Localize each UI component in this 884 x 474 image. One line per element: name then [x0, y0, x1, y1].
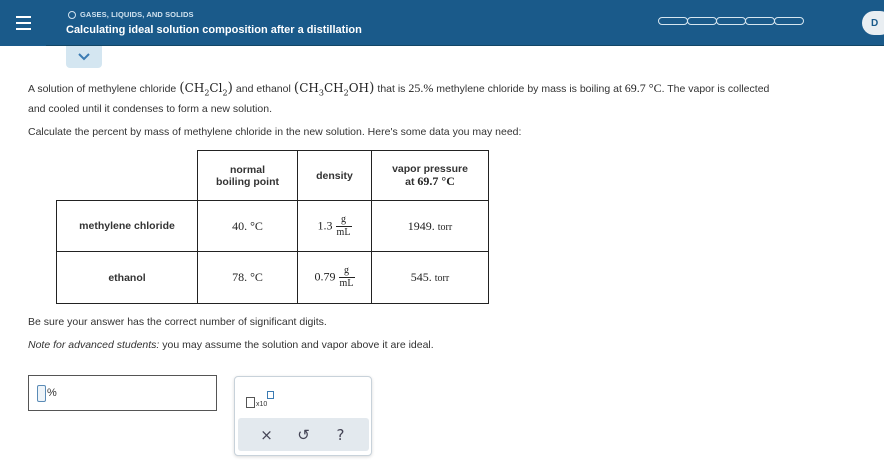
- help-icon: ?: [336, 425, 345, 444]
- progress-segment: [716, 17, 746, 25]
- avatar[interactable]: D: [862, 11, 884, 35]
- topic-label: GASES, LIQUIDS, AND SOLIDS: [68, 10, 194, 19]
- boiling-point-value: 78. °C: [198, 252, 298, 304]
- progress-segment: [745, 17, 775, 25]
- problem-question: Calculate the percent by mass of methylene chloride in the new solution. Here's some data you may need:: [28, 126, 522, 138]
- row-label: ethanol: [57, 252, 198, 304]
- vapor-pressure-value: 545. torr: [372, 252, 489, 304]
- progress-segment: [687, 17, 717, 25]
- page-title: Calculating ideal solution composition after a distillation: [66, 24, 362, 36]
- clear-button[interactable]: [256, 424, 278, 446]
- answer-field[interactable]: [28, 375, 217, 411]
- chevron-down-icon: [78, 53, 90, 61]
- progress-segment: [658, 17, 688, 25]
- table-row: [57, 201, 489, 252]
- sigfig-note: Be sure your answer has the correct number of significant digits.: [28, 316, 327, 328]
- scientific-notation-button[interactable]: x10: [246, 391, 272, 411]
- percent-unit: %: [47, 387, 57, 399]
- col-vapor-pressure: vapor pressure at 69.7 °C: [372, 151, 489, 201]
- collapse-button[interactable]: [66, 46, 102, 68]
- boiling-point-value: 40. °C: [198, 201, 298, 252]
- row-label: methylene chloride: [57, 201, 198, 252]
- top-header: [0, 0, 884, 46]
- vapor-pressure-value: 1949. torr: [372, 201, 489, 252]
- menu-button[interactable]: [0, 0, 46, 46]
- answer-input[interactable]: [37, 385, 46, 402]
- data-table: [56, 150, 489, 304]
- undo-button[interactable]: [293, 424, 315, 446]
- problem-paragraph: A solution of methylene chloride $(CH_2Cl_2)$ and ethanol $(CH_3CH_2OH)$ that is 25.% methylene chloride by mass is boiling at 69.7 °C. The vapor is collected: [28, 80, 770, 98]
- table-header-row: [57, 151, 489, 201]
- undo-icon: ↺: [297, 425, 310, 444]
- progress-bar: [658, 17, 803, 25]
- density-value: 0.79 $\frac{g}{mL}$: [298, 252, 372, 304]
- menu-icon: [16, 16, 31, 18]
- status-circle-icon: [68, 11, 76, 19]
- density-value: 1.3 $\frac{g}{mL}$: [298, 201, 372, 252]
- problem-paragraph-cont: and cooled until it condenses to form a new solution.: [28, 103, 272, 115]
- table-row: [57, 252, 489, 304]
- math-tool-panel: [234, 376, 372, 456]
- help-button[interactable]: [330, 424, 352, 446]
- col-boiling-point: normal boiling point: [198, 151, 298, 201]
- tool-bar: [238, 418, 369, 451]
- col-density: density: [298, 151, 372, 201]
- advanced-note: Note for advanced students: you may assume the solution and vapor above it are ideal.: [28, 339, 434, 351]
- close-icon: ×: [260, 425, 273, 444]
- progress-segment: [774, 17, 804, 25]
